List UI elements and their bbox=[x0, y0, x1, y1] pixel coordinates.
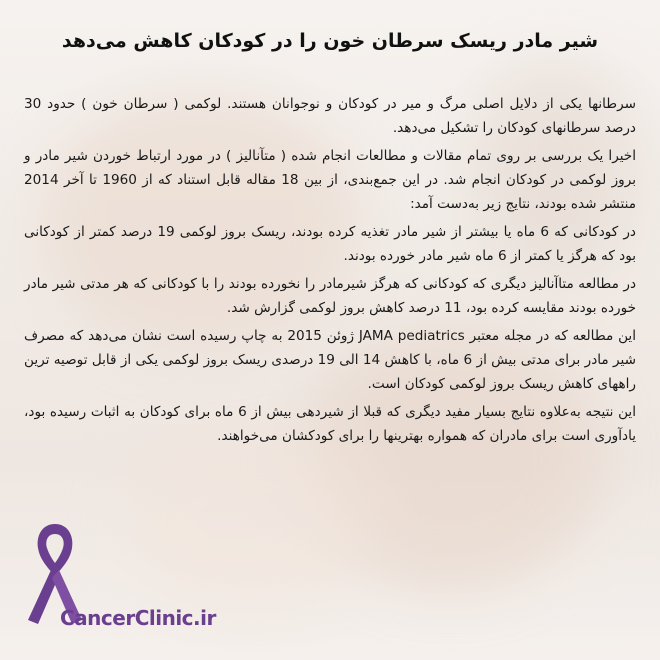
cancerclinic-logo bbox=[14, 516, 214, 646]
article-paragraph: اخیرا یک بررسی بر روی تمام مقالات و مطالعات انجام شده ( متآنالیز ) در مورد ارتباط خوردن شیر مادر و بروز لوکمی در کودکان انجام شد. در این جمع‌بندی، از بین 18 مقاله قابل استناد که از 1960 تا آخر 2014 منتشر شده بودند، نتایج زیر به‌دست آمد: bbox=[24, 148, 637, 212]
article-paragraph: در مطالعه متاآنالیز دیگری که کودکانی که هرگز شیرمادر را نخورده بودند را با کودکانی که هر مدتی شیر مادر خورده بودند مقایسه کرده بود، 11 درصد کاهش بروز لوکمی گزارش شد. bbox=[24, 276, 636, 316]
article-title: شیر مادر ریسک سرطان خون را در کودکان کاهش می‌دهد bbox=[61, 30, 599, 52]
article-body bbox=[24, 92, 636, 452]
article-paragraph: سرطانها یکی از دلایل اصلی مرگ و میر در کودکان و نوجوانان هستند. لوکمی ( سرطان خون ) حدود 30 درصد سرطانهای کودکان را تشکیل می‌دهد. bbox=[24, 96, 636, 136]
logo-text: CancerClinic.ir bbox=[60, 606, 216, 630]
article-paragraph: این نتیجه به‌علاوه نتایج بسیار مفید دیگری که قبلا از شیردهی بیش از 6 ماه برای کودکان به اثبات رسیده بود، یادآوری است برای مادران که همواره بهترینها را برای کودکشان می‌خواهند. bbox=[24, 404, 636, 444]
article-paragraph: این مطالعه که در مجله معتبر JAMA pediatrics ژوئن 2015 به چاپ رسیده است نشان می‌دهد که مصرف شیر مادر برای مدتی بیش از 6 ماه، با کاهش 14 الی 19 درصدی ریسک بروز لوکمی یکی از قابل توصیه ترین راههای کاهش ریسک بروز لوکمی کودکان است. bbox=[24, 328, 636, 392]
article-paragraph: در کودکانی که 6 ماه یا بیشتر از شیر مادر تغذیه کرده بودند، ریسک بروز لوکمی 19 درصد کمتر از کودکانی بود که هرگز یا کمتر از 6 ماه شیر مادر خورده بودند. bbox=[24, 224, 636, 264]
